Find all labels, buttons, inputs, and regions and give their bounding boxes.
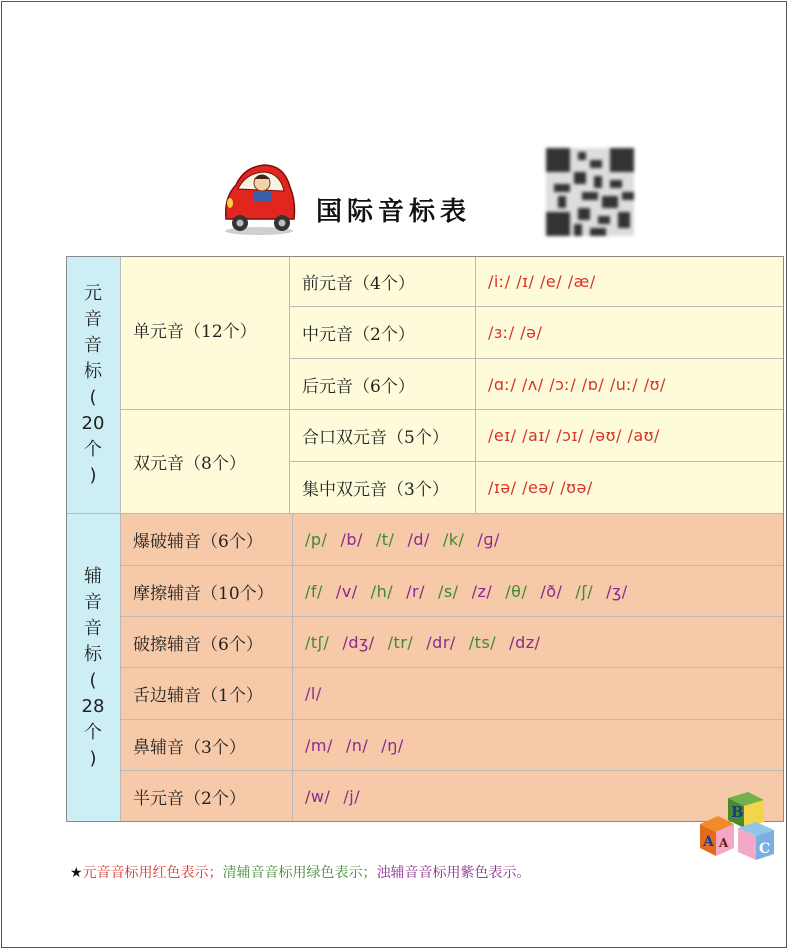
vowel-type-centering: 集中双元音（3个） <box>290 462 476 514</box>
vowel-symbols-closing: /eɪ/ /aɪ/ /ɔɪ/ /əʊ/ /aʊ/ <box>476 410 784 462</box>
consonant-symbol: /z/ <box>471 581 493 601</box>
note-voiceless-green: 清辅音音标用绿色表示； <box>222 865 377 881</box>
consonant-symbol: /ɡ/ <box>477 530 500 549</box>
consonant-symbol: /p/ <box>305 530 328 549</box>
diphthong-label: 双元音（8个） <box>121 410 290 514</box>
consonant-symbol: /l/ <box>305 684 322 703</box>
single-vowel-label: 单元音（12个） <box>121 256 290 410</box>
svg-text:C: C <box>759 841 771 857</box>
consonant-type-plosive: 爆破辅音（6个） <box>121 514 293 566</box>
abc-blocks-icon <box>698 790 778 864</box>
consonant-symbol: /h/ <box>370 581 394 601</box>
vowel-type-closing: 合口双元音（5个） <box>290 410 476 462</box>
consonant-symbol: /t/ <box>375 530 395 549</box>
consonant-symbol: /ŋ/ <box>381 735 404 755</box>
consonant-type-affricate: 破擦辅音（6个） <box>121 617 293 668</box>
cartoon-car-icon <box>218 157 300 237</box>
vowel-symbols-front: /iː/ /ɪ/ /e/ /æ/ <box>476 256 784 307</box>
consonant-symbol: /r/ <box>406 581 425 601</box>
page-title: 国际音标表 <box>316 197 472 227</box>
consonant-symbol: /f/ <box>305 581 323 601</box>
consonant-type-fricative: 摩擦辅音（10个） <box>121 566 293 617</box>
consonant-type-nasal: 鼻辅音（3个） <box>121 720 293 771</box>
consonant-symbols-nasal <box>293 720 784 771</box>
consonant-symbol: /tr/ <box>387 632 414 652</box>
consonant-symbol: /ts/ <box>468 632 497 652</box>
consonant-symbol: /n/ <box>345 735 369 755</box>
svg-text:B: B <box>731 803 744 821</box>
consonant-symbol: /dʒ/ <box>342 632 375 652</box>
color-legend-note <box>70 862 531 882</box>
vowel-type-central: 中元音（2个） <box>290 307 476 359</box>
consonant-symbol: /ʒ/ <box>606 581 628 601</box>
vowel-symbols-back: /ɑː/ /ʌ/ /ɔː/ /ɒ/ /uː/ /ʊ/ <box>476 359 784 410</box>
note-vowel-red: 元音音标用红色表示； <box>82 865 223 881</box>
consonant-symbol: /m/ <box>305 735 333 755</box>
qr-code-icon[interactable] <box>546 148 634 236</box>
consonant-symbols-lateral <box>293 668 784 720</box>
consonant-symbol: /w/ <box>305 786 331 806</box>
consonant-symbol: /θ/ <box>505 581 528 601</box>
consonant-symbol: /tʃ/ <box>305 632 330 652</box>
consonant-symbol: /s/ <box>437 581 459 601</box>
consonant-symbol: /d/ <box>407 530 430 549</box>
consonant-type-lateral: 舌边辅音（1个） <box>121 668 293 720</box>
consonant-type-semivowel: 半元音（2个） <box>121 771 293 822</box>
vowel-group-label: 元 音 音 标 ( 20 个 ) <box>66 256 121 514</box>
consonant-symbol: /ð/ <box>540 581 563 601</box>
vowel-symbols-centering: /ɪə/ /eə/ /ʊə/ <box>476 462 784 514</box>
consonant-symbol: /dz/ <box>509 632 541 652</box>
consonant-symbol: /dr/ <box>426 632 456 652</box>
star-icon: ★ <box>70 865 83 881</box>
consonant-group-label: 辅 音 音 标 ( 28 个 ) <box>66 514 121 822</box>
consonant-symbol: /b/ <box>340 530 363 549</box>
svg-text:A: A <box>703 834 714 850</box>
vowel-type-front: 前元音（4个） <box>290 256 476 307</box>
consonant-symbol: /k/ <box>442 530 465 549</box>
note-voiced-purple: 浊辅音音标用紫色表示。 <box>376 865 531 881</box>
vowel-type-back: 后元音（6个） <box>290 359 476 410</box>
vowel-symbols-central: /ɜː/ /ə/ <box>476 307 784 359</box>
consonant-symbols-plosive <box>293 514 784 566</box>
consonant-symbol: /ʃ/ <box>575 581 594 601</box>
consonant-symbols-affricate <box>293 617 784 668</box>
phonetic-table <box>66 256 784 822</box>
consonant-symbol: /v/ <box>335 581 358 601</box>
svg-text:A: A <box>719 836 729 850</box>
consonant-symbol: /j/ <box>343 786 361 806</box>
consonant-symbols-fricative <box>293 566 784 617</box>
